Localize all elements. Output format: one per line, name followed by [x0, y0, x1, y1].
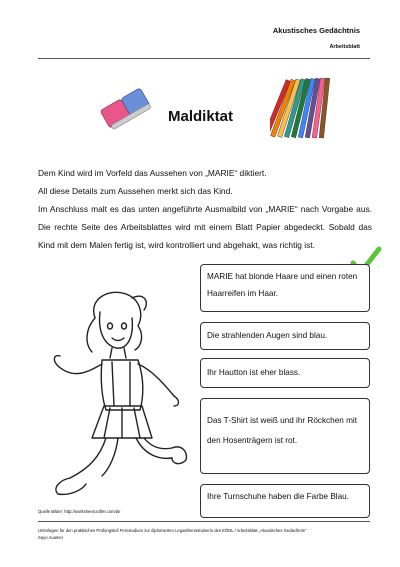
page-title: Maldiktat	[168, 108, 234, 125]
instruction-line-1: Dem Kind wird im Vorfeld das Aussehen von „MARIE“ diktiert.	[38, 168, 267, 178]
instructions	[38, 164, 372, 254]
instruction-paragraph: Im Anschluss malt es das unten angeführte Ausmalbild von „MARIE“ nach Vorgabe aus. Die rechte Seite des Arbeitsblattes wird mit einem Blatt Papier abgedeckt. Sobald das Kind mit dem Malen fertig ist, wird kontrolliert und abgehakt, was richtig ist.	[38, 204, 372, 250]
statement-eyes: Die strahlenden Augen sind blau.	[207, 331, 328, 340]
statement-clothes: Das T-Shirt ist weiß und ihr Röckchen mit den Hosenträgern ist rot.	[207, 416, 358, 445]
statement-box-shoes	[200, 484, 370, 518]
footer-line-1: Unterlagen für den praktischen Prüfungsteil Fernstudium zur diplomierten Legasthenietrainerin des EÖDL / Arbeitsblatt „Akustisches Gedächtnis“	[38, 528, 307, 533]
statement-box-clothes	[200, 398, 370, 474]
girl-illustration	[40, 288, 188, 500]
statement-box-eyes	[200, 322, 370, 350]
statement-hair: MARIE hat blonde Haare und einen roten Haarreifen im Haar.	[207, 272, 358, 298]
statement-shoes: Ihre Turnschuhe haben die Farbe Blau.	[207, 492, 350, 501]
header-divider	[38, 58, 370, 59]
image-credit: Quelle Bilder: http://worksheetcrafter.com/de	[38, 509, 121, 514]
statement-box-skin	[200, 358, 370, 388]
footer-divider	[38, 521, 370, 522]
statement-skin: Ihr Hautton ist eher blass.	[207, 368, 301, 377]
statement-box-hair	[200, 264, 370, 312]
footer	[38, 528, 378, 541]
instruction-line-2: All diese Details zum Aussehen merkt sich das Kind.	[38, 186, 233, 196]
header-subtitle: Arbeitsblatt	[329, 44, 360, 50]
eraser-icon	[96, 82, 154, 134]
colored-pencils-icon	[270, 70, 338, 145]
footer-line-2: Sayo Auamer	[38, 534, 64, 540]
header-title: Akustisches Gedächtnis	[272, 26, 360, 35]
